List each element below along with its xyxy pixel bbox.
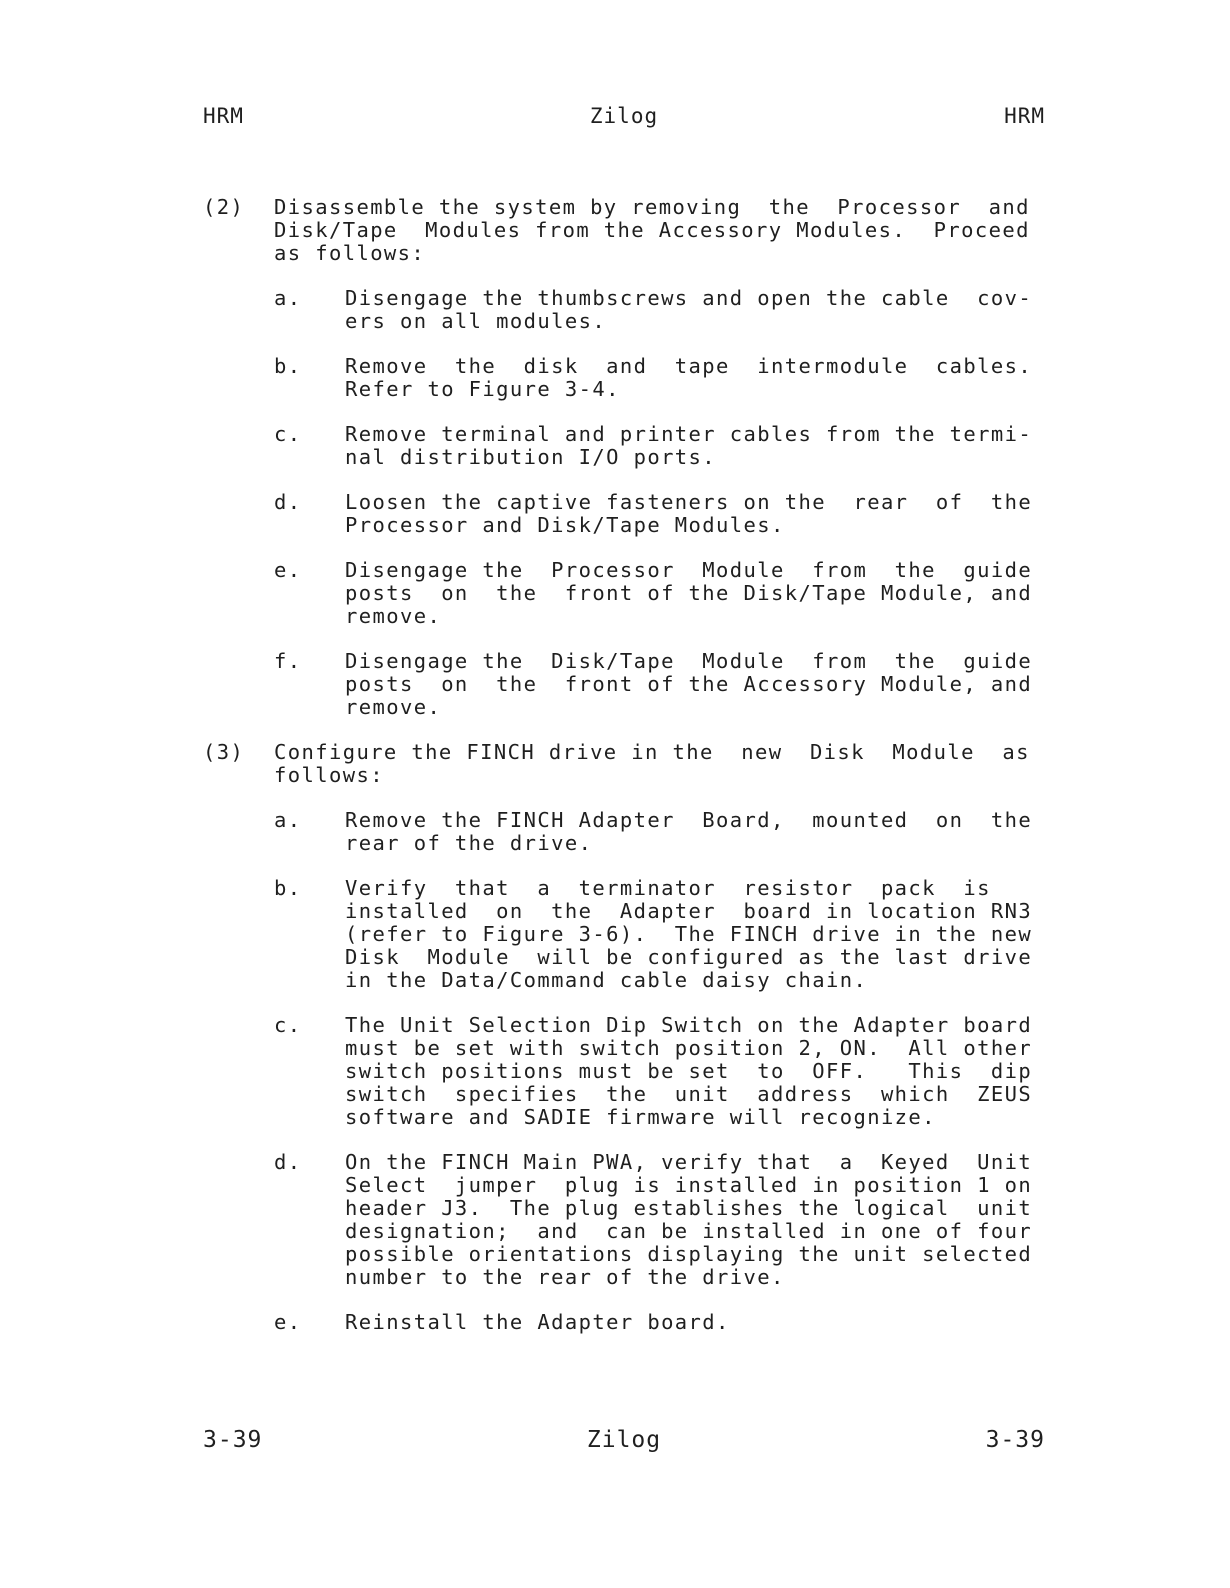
substep-letter: a. [274, 286, 302, 310]
step-2 [203, 196, 1045, 719]
substep-text: Loosen the captive fasteners on the rear of the Processor and Disk/Tape Modules. [345, 490, 1033, 537]
substep-letter: d. [274, 1150, 302, 1174]
page-body [203, 196, 1045, 1356]
header-right: HRM [1004, 104, 1045, 128]
substep-d [274, 1151, 1045, 1289]
substep-d [274, 491, 1045, 537]
step-text: Disassemble the system by removing the Processor and Disk/Tape Modules from the Accessory Modules. Proceed as follows: [274, 195, 1030, 265]
substep-c [274, 1014, 1045, 1129]
substep-text: On the FINCH Main PWA, verify that a Keyed Unit Select jumper plug is installed in position 1 on header J3. The plug establishes the logical unit designation; and can be installed in one of four possible orientations displaying the unit selected number to the rear of the drive. [345, 1150, 1033, 1289]
header-center: Zilog [589, 104, 659, 128]
header-left: HRM [203, 104, 244, 128]
substep-a [274, 809, 1045, 855]
substep-a [274, 287, 1045, 333]
step-text: Configure the FINCH drive in the new Disk Module as follows: [274, 740, 1030, 787]
substep-f [274, 650, 1045, 719]
step-number: (2) [203, 195, 245, 219]
footer-right: 3-39 [985, 1427, 1045, 1453]
substep-letter: f. [274, 649, 302, 673]
substep-letter: b. [274, 354, 302, 378]
substep-letter: b. [274, 876, 302, 900]
page-header [203, 104, 1045, 128]
step-3 [203, 741, 1045, 1334]
substep-e [274, 559, 1045, 628]
step-number: (3) [203, 740, 245, 764]
substep-text: Disengage the Processor Module from the guide posts on the front of the Disk/Tape Module, and remove. [345, 558, 1033, 628]
substep-text: Disengage the Disk/Tape Module from the guide posts on the front of the Accessory Module, and remove. [345, 649, 1033, 719]
substep-c [274, 423, 1045, 469]
substep-text: Remove the FINCH Adapter Board, mounted on the rear of the drive. [345, 808, 1033, 855]
substep-letter: a. [274, 808, 302, 832]
substep-e [274, 1311, 1045, 1334]
substep-b [274, 877, 1045, 992]
substep-letter: c. [274, 1013, 302, 1037]
substep-b [274, 355, 1045, 401]
footer-left: 3-39 [203, 1427, 263, 1453]
substep-text: The Unit Selection Dip Switch on the Adapter board must be set with switch position 2, ON. All other switch positions must be set to OFF. This dip switch specifies the unit address which ZEUS software and SADIE firmware will recognize. [345, 1013, 1033, 1129]
page-footer [203, 1427, 1045, 1453]
substep-text: Verify that a terminator resistor pack is installed on the Adapter board in location RN3 (refer to Figure 3-6). The FINCH drive in the new Disk Module will be configured as the last drive in the Data/Command cable daisy chain. [345, 876, 1033, 992]
footer-center: Zilog [586, 1427, 662, 1453]
substep-letter: e. [274, 558, 302, 582]
substep-text: Remove terminal and printer cables from the termi- nal distribution I/O ports. [345, 422, 1033, 469]
substep-letter: c. [274, 422, 302, 446]
substep-text: Disengage the thumbscrews and open the cable cov- ers on all modules. [345, 286, 1033, 333]
substep-text: Remove the disk and tape intermodule cables. Refer to Figure 3-4. [345, 354, 1033, 401]
substep-letter: d. [274, 490, 302, 514]
substep-letter: e. [274, 1310, 302, 1334]
substep-text: Reinstall the Adapter board. [345, 1310, 730, 1334]
